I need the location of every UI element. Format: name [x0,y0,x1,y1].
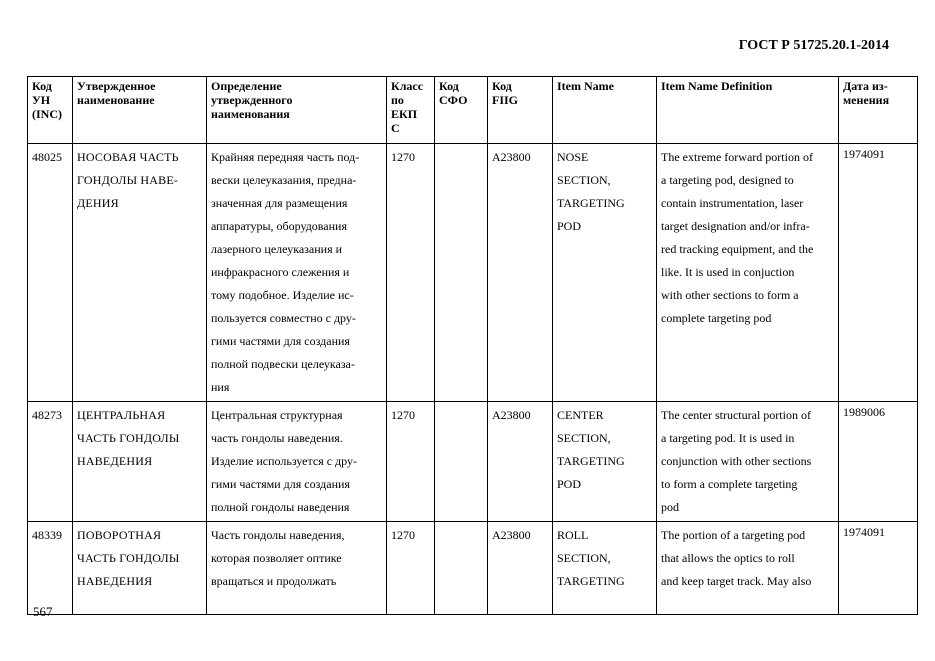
column-header-change-date: Дата из- менения [839,77,918,144]
cell-change-date: 1974091 [839,522,918,615]
cell-item-definition: The extreme forward portion of a targeting pod, designed to contain instrumentation, laser target designation and/or infra- red tracking equipment, and the like. It is used in conjuction with other sections to form a complete targeting pod [657,144,839,402]
cell-inc: 48273 [28,402,73,522]
cell-definition: Часть гондолы наведения, которая позволяет оптике вращаться и продолжать [207,522,387,615]
column-header-inc: Код УН (INC) [28,77,73,144]
cell-item-name: CENTER SECTION, TARGETING POD [553,402,657,522]
cell-ekps-class: 1270 [387,144,435,402]
table-row [28,522,918,615]
document-header: ГОСТ Р 51725.20.1-2014 [738,38,889,53]
cell-inc: 48025 [28,144,73,402]
cell-sfo-code [435,402,488,522]
cell-name: ЦЕНТРАЛЬНАЯ ЧАСТЬ ГОНДОЛЫ НАВЕДЕНИЯ [73,402,207,522]
cell-item-definition: The center structural portion of a targeting pod. It is used in conjunction with other sections to form a complete targeting pod [657,402,839,522]
cell-name: НОСОВАЯ ЧАСТЬ ГОНДОЛЫ НАВЕ- ДЕНИЯ [73,144,207,402]
cell-fiig-code: A23800 [488,144,553,402]
cell-ekps-class: 1270 [387,522,435,615]
cell-definition: Центральная структурная часть гондолы наведения. Изделие используется с дру- гими частями для создания полной гондолы наведения [207,402,387,522]
column-header-ekps-class: Класс по ЕКП С [387,77,435,144]
cell-definition: Крайняя передняя часть под- вески целеуказания, предна- значенная для размещения аппаратуры, оборудования лазерного целеуказания и инфракрасного слежения и тому подобное. Изделие ис- пользуется совместно с дру- гими частями для создания полной подвески целеуказа- ния [207,144,387,402]
cell-sfo-code [435,144,488,402]
column-header-fiig-code: Код FIIG [488,77,553,144]
cell-name: ПОВОРОТНАЯ ЧАСТЬ ГОНДОЛЫ НАВЕДЕНИЯ [73,522,207,615]
cell-item-definition: The portion of a targeting pod that allows the optics to roll and keep target track. May also [657,522,839,615]
table-row [28,144,918,402]
cell-inc: 48339 [28,522,73,615]
column-header-sfo-code: Код СФО [435,77,488,144]
table-row [28,402,918,522]
cell-change-date: 1989006 [839,402,918,522]
cell-change-date: 1974091 [839,144,918,402]
cell-fiig-code: A23800 [488,522,553,615]
column-header-name: Утвержденное наименование [73,77,207,144]
classification-table [27,76,918,615]
page-number: 567 [33,604,53,619]
cell-fiig-code: A23800 [488,402,553,522]
cell-item-name: ROLL SECTION, TARGETING [553,522,657,615]
table-header-row [28,77,918,144]
cell-ekps-class: 1270 [387,402,435,522]
cell-item-name: NOSE SECTION, TARGETING POD [553,144,657,402]
column-header-item-name: Item Name [553,77,657,144]
column-header-definition: Определение утвержденного наименования [207,77,387,144]
cell-sfo-code [435,522,488,615]
column-header-item-definition: Item Name Definition [657,77,839,144]
